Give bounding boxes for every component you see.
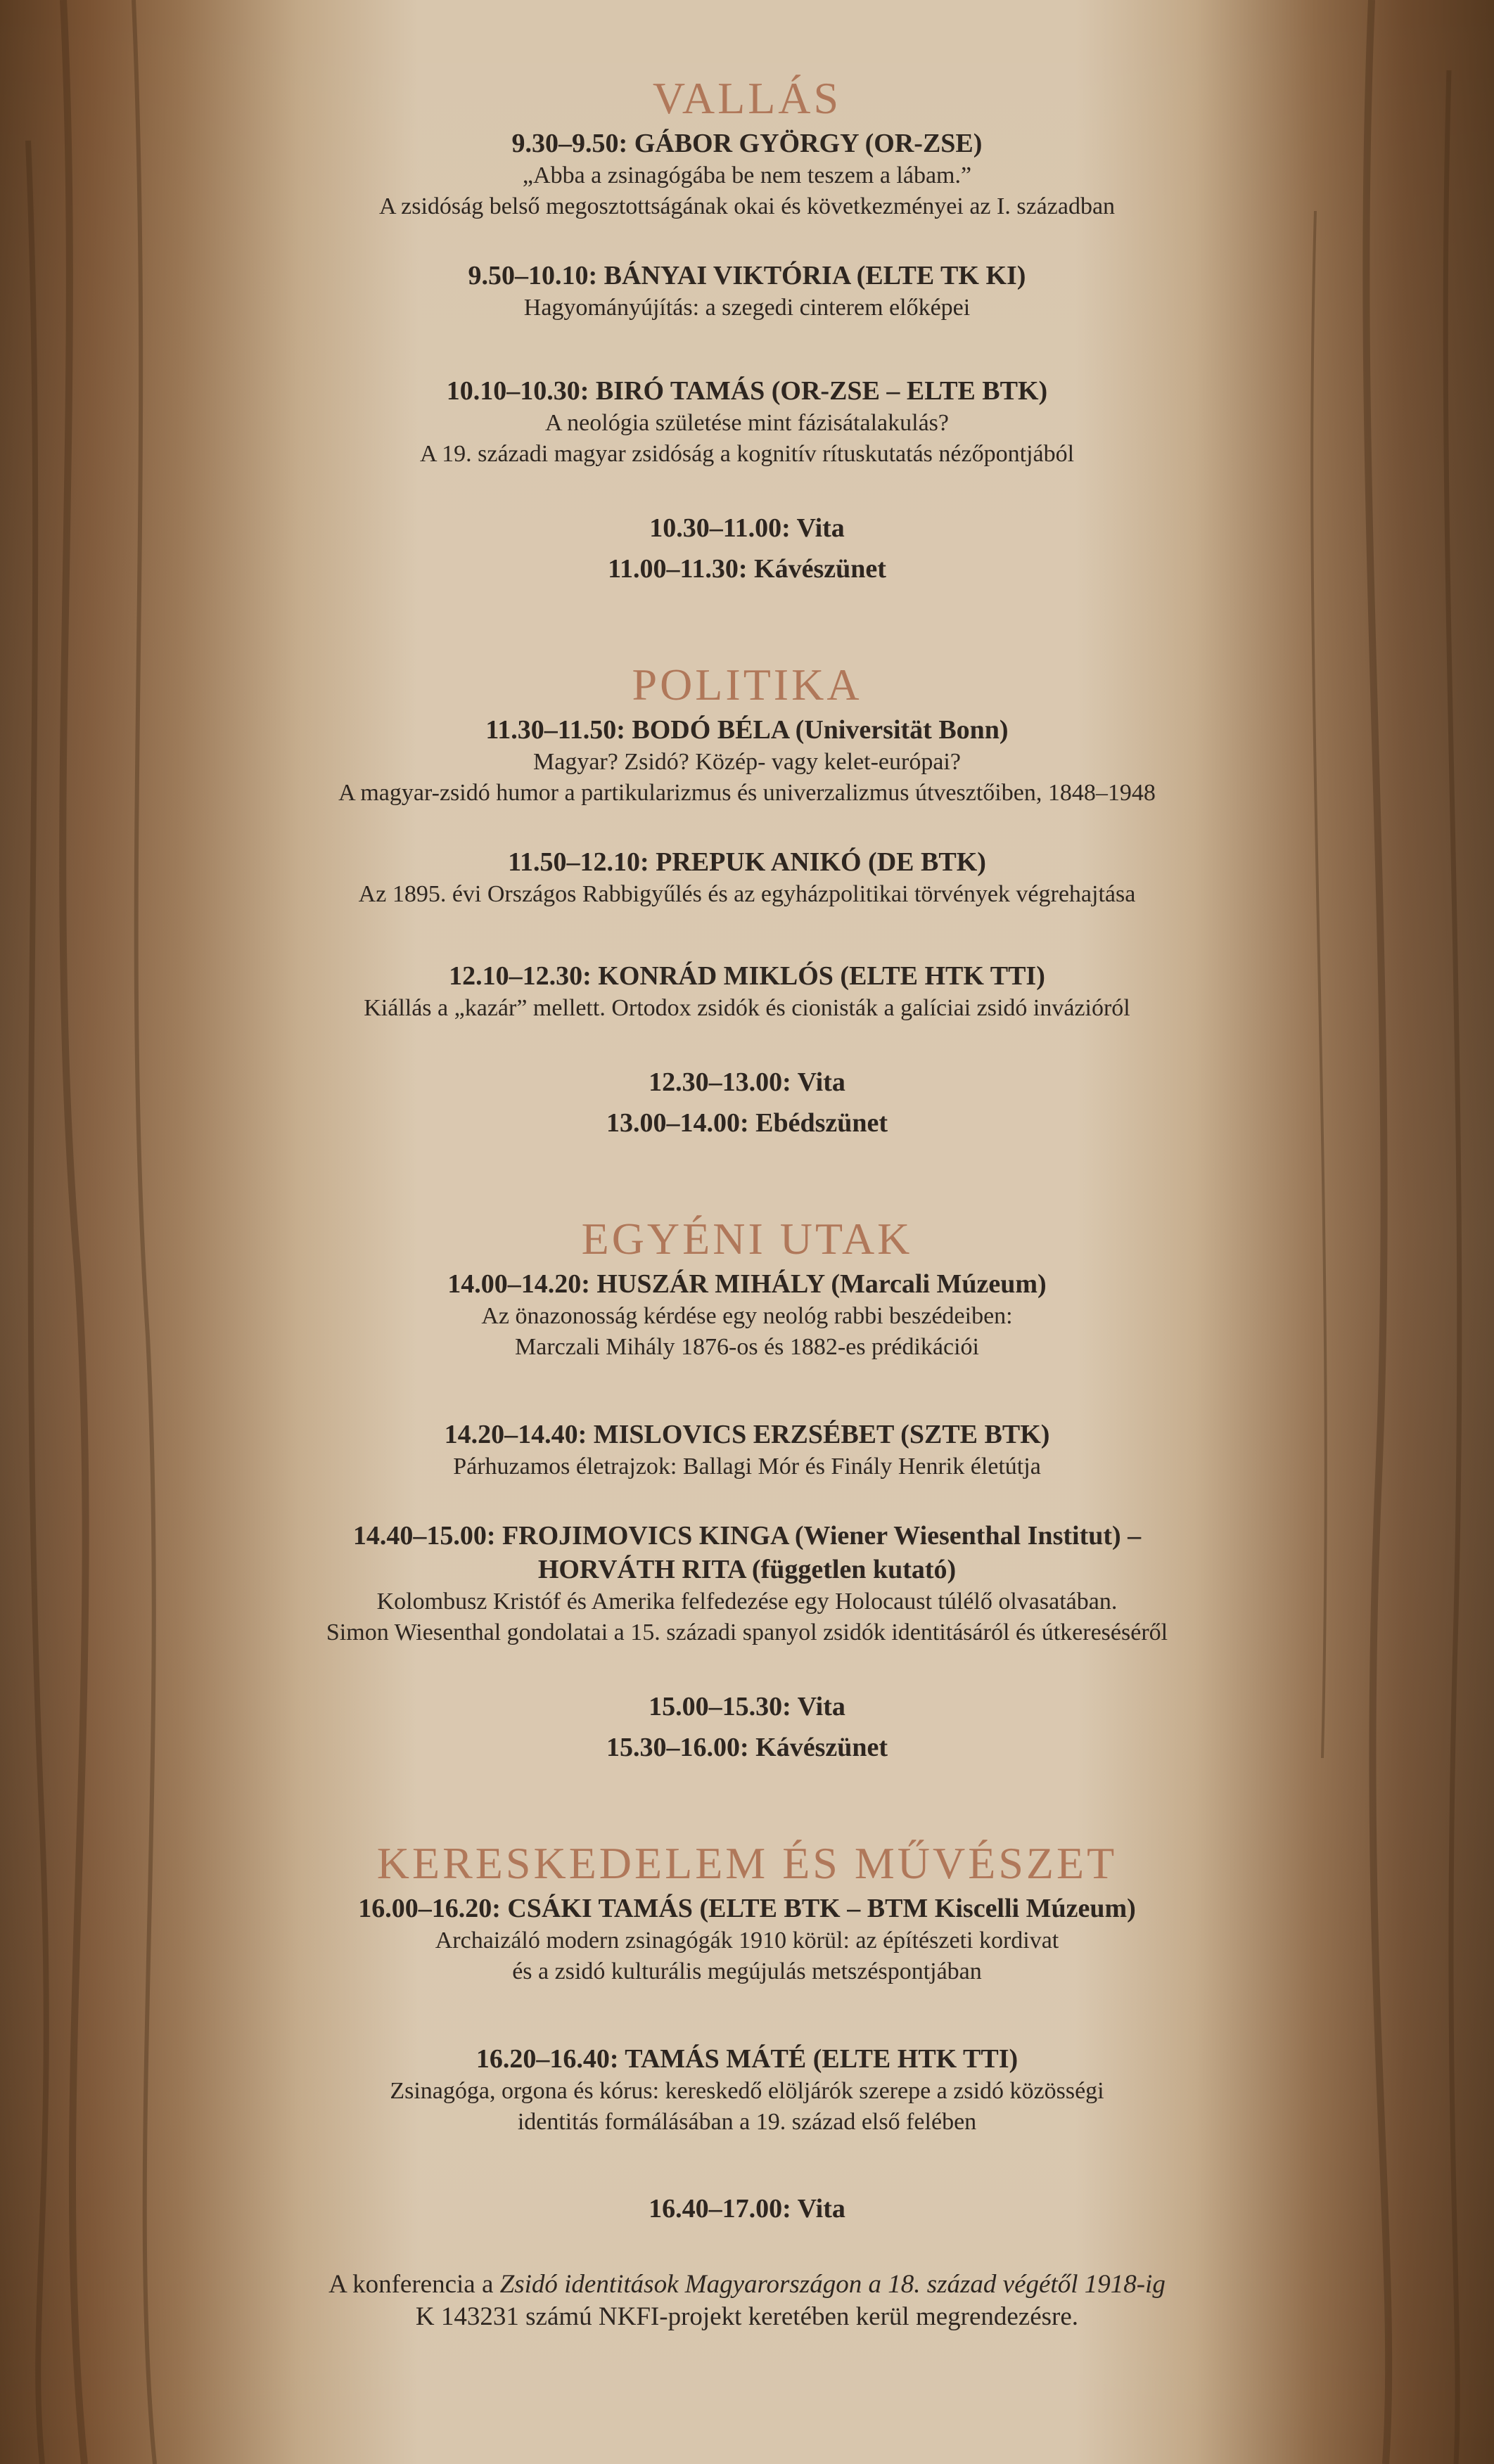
talk-title-line: A zsidóság belső megosztottságának okai és következményei az I. században <box>378 193 1116 219</box>
funding-note-line-1 <box>204 2269 1290 2301</box>
break-item: 10.30–11.00: Vita <box>649 513 845 543</box>
talk-heading: 16.00–16.20: CSÁKI TAMÁS (ELTE BTK – BTM Kiscelli Múzeum) <box>358 1894 1136 1923</box>
section-title-politika: POLITIKA <box>632 660 862 710</box>
talk-heading: 14.00–14.20: HUSZÁR MIHÁLY (Marcali Múzeum) <box>447 1269 1047 1299</box>
talk-title-line: Kolombusz Kristóf és Amerika felfedezése egy Holocaust túlélő olvasatában. <box>376 1589 1118 1615</box>
talk-heading: 11.50–12.10: PREPUK ANIKÓ (DE BTK) <box>508 847 986 877</box>
break-item: 12.30–13.00: Vita <box>649 1067 845 1097</box>
talk-title-line: Az 1895. évi Országos Rabbigyűlés és az egyházpolitikai törvények végrehajtása <box>358 881 1136 907</box>
talk-heading: 9.30–9.50: GÁBOR GYÖRGY (OR-ZSE) <box>511 129 983 158</box>
break-item: 16.40–17.00: Vita <box>649 2194 845 2224</box>
talk-heading: HORVÁTH RITA (független kutató) <box>537 1555 957 1584</box>
talk-title-line: Hagyományújítás: a szegedi cinterem előképei <box>523 295 971 321</box>
talk-title-line: Az önazonosság kérdése egy neológ rabbi beszédeiben: <box>481 1303 1013 1329</box>
talk-title-line: Kiállás a „kazár” mellett. Ortodox zsidók és cionisták a galíciai zsidó invázióról <box>364 995 1130 1021</box>
talk-title-line: „Abba a zsinagógába be nem teszem a lábam.” <box>522 162 972 188</box>
break-item: 15.00–15.30: Vita <box>649 1692 845 1721</box>
funding-note-line-2: K 143231 számú NKFI-projekt keretében kerül megrendezésre. <box>415 2302 1079 2331</box>
funding-prefix: A konferencia a <box>328 2270 500 2299</box>
talk-title-line: Archaizáló modern zsinagógák 1910 körül: az építészeti kordivat <box>435 1927 1059 1953</box>
talk-title-line: A magyar-zsidó humor a partikularizmus és univerzalizmus útvesztőiben, 1848–1948 <box>338 780 1156 806</box>
talk-title-line: Marczali Mihály 1876-os és 1882-es prédikációi <box>515 1334 979 1360</box>
funding-note <box>204 2269 1290 2333</box>
break-item: 15.30–16.00: Kávészünet <box>606 1733 888 1762</box>
section-title-kereskedelem: KERESKEDELEM ÉS MŰVÉSZET <box>376 1838 1118 1888</box>
talk-heading: 9.50–10.10: BÁNYAI VIKTÓRIA (ELTE TK KI) <box>468 261 1026 290</box>
talk-heading: 11.30–11.50: BODÓ BÉLA (Universität Bonn) <box>485 715 1009 745</box>
break-item: 11.00–11.30: Kávészünet <box>608 554 886 584</box>
project-title: Zsidó identitások Magyarországon a 18. század végétől 1918-ig <box>499 2270 1166 2299</box>
talk-heading: 16.20–16.40: TAMÁS MÁTÉ (ELTE HTK TTI) <box>475 2044 1019 2074</box>
talk-title-line: Zsinagóga, orgona és kórus: kereskedő elöljárók szerepe a zsidó közösségi <box>390 2078 1104 2104</box>
break-item: 13.00–14.00: Ebédszünet <box>606 1108 888 1138</box>
talk-title-line: Simon Wiesenthal gondolatai a 15. századi spanyol zsidók identitásáról és útkereséséről <box>326 1619 1168 1645</box>
talk-heading: 10.10–10.30: BIRÓ TAMÁS (OR-ZSE – ELTE BTK) <box>446 376 1048 406</box>
talk-heading: 14.20–14.40: MISLOVICS ERZSÉBET (SZTE BTK) <box>444 1420 1050 1449</box>
talk-heading: 14.40–15.00: FROJIMOVICS KINGA (Wiener Wiesenthal Institut) – <box>352 1521 1142 1551</box>
talk-title-line: és a zsidó kulturális megújulás metszéspontjában <box>512 1958 982 1984</box>
talk-title-line: identitás formálásában a 19. század első felében <box>517 2109 977 2135</box>
talk-title-line: Párhuzamos életrajzok: Ballagi Mór és Finály Henrik életútja <box>453 1454 1041 1480</box>
conference-program <box>204 70 1290 2333</box>
talk-title-line: Magyar? Zsidó? Közép- vagy kelet-európai? <box>533 749 961 775</box>
section-title-vallas: VALLÁS <box>652 73 842 123</box>
talk-heading: 12.10–12.30: KONRÁD MIKLÓS (ELTE HTK TTI) <box>449 961 1045 991</box>
section-title-egyeni-utak: EGYÉNI UTAK <box>581 1214 913 1264</box>
talk-title-line: A neológia születése mint fázisátalakulás? <box>544 410 949 436</box>
talk-title-line: A 19. századi magyar zsidóság a kognitív rítuskutatás nézőpontjából <box>419 441 1075 467</box>
